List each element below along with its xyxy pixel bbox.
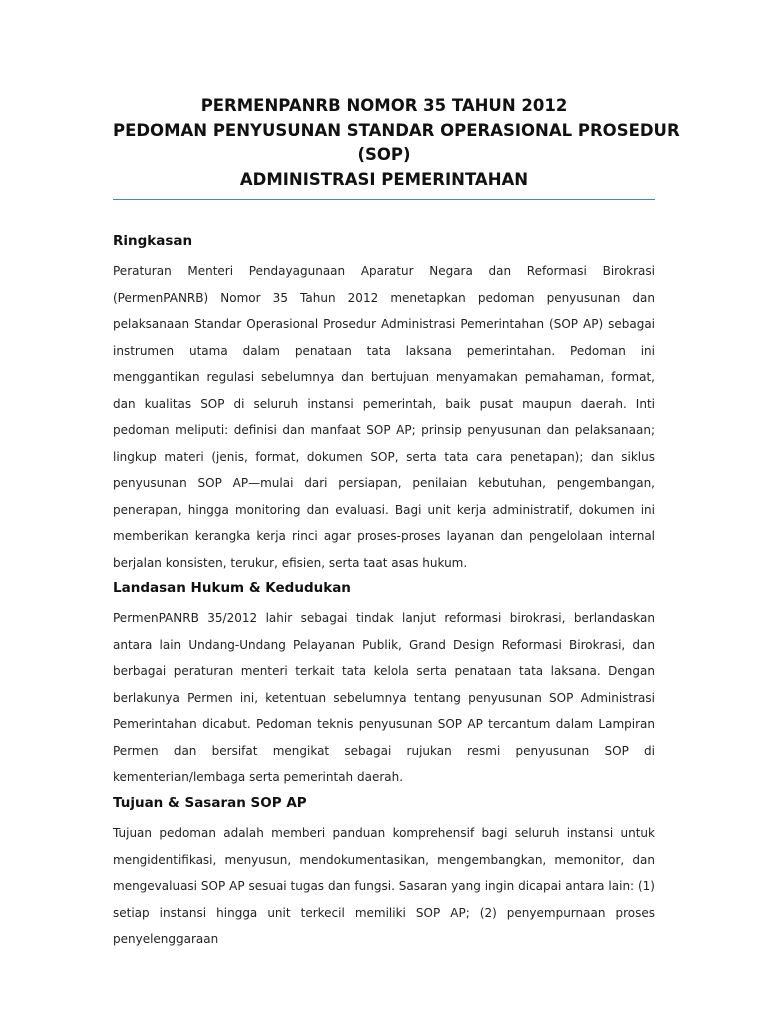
title-line-guideline: PEDOMAN PENYUSUNAN STANDAR OPERASIONAL PROSEDUR	[113, 120, 680, 140]
section-landasan-hukum	[113, 579, 655, 791]
section-body: PermenPANRB 35/2012 lahir sebagai tindak lanjut reformasi birokrasi, berlandaskan antara lain Undang-Undang Pelayanan Publik, Grand Design Reformasi Birokrasi, dan berbagai peraturan menteri terkait tata kelola serta penataan tata laksana. Dengan berlakunya Permen ini, ketentuan sebelumnya tentang penyusunan SOP Administrasi Pemerintahan dicabut. Pedoman teknis penyusunan SOP AP tercantum dalam Lampiran Permen dan bersifat mengikat sebagai rujukan resmi penyusunan SOP di kementerian/lembaga serta pemerintah daerah.	[113, 611, 655, 784]
title-line-subject: ADMINISTRASI PEMERINTAHAN	[239, 169, 529, 189]
section-heading: Tujuan & Sasaran SOP AP	[113, 795, 307, 811]
section-heading: Ringkasan	[113, 233, 193, 249]
title-line-regulation: PERMENPANRB NOMOR 35 TAHUN 2012	[200, 96, 568, 115]
section-ringkasan	[113, 232, 655, 576]
section-heading: Landasan Hukum & Kedudukan	[113, 580, 351, 596]
document-title	[113, 94, 680, 192]
title-divider	[113, 199, 655, 200]
title-line-abbreviation: (SOP)	[357, 145, 411, 164]
section-body: Peraturan Menteri Pendayagunaan Aparatur Negara dan Reformasi Birokrasi (PermenPANRB) Nomor 35 Tahun 2012 menetapkan pedoman penyusunan dan pelaksanaan Standar Operasional Prosedur Administrasi Pemerintahan (SOP AP) sebagai instrumen utama dalam penataan tata laksana pemerintahan. Pedoman ini menggantikan regulasi sebelumnya dan bertujuan menyamakan pemahaman, format, dan kualitas SOP di seluruh instansi pemerintah, baik pusat maupun daerah. Inti pedoman meliputi: definisi dan manfaat SOP AP; prinsip penyusunan dan pelaksanaan; lingkup materi (jenis, format, dokumen SOP, serta tata cara penetapan); dan siklus penyusunan SOP AP—mulai dari persiapan, penilaian kebutuhan, pengembangan, penerapan, hingga monitoring dan evaluasi. Bagi unit kerja administratif, dokumen ini memberikan kerangka kerja rinci agar proses-proses layanan dan pengelolaan internal berjalan konsisten, terukur, efisien, serta taat asas hukum.	[113, 264, 655, 570]
section-tujuan-sasaran	[113, 794, 655, 953]
section-body: Tujuan pedoman adalah memberi panduan komprehensif bagi seluruh instansi untuk mengidentifikasi, menyusun, mendokumentasikan, mengembangkan, memonitor, dan mengevaluasi SOP AP sesuai tugas dan fungsi. Sasaran yang ingin dicapai antara lain: (1) setiap instansi hingga unit terkecil memiliki SOP AP; (2) penyempurnaan proses penyelenggaraan	[113, 826, 655, 946]
